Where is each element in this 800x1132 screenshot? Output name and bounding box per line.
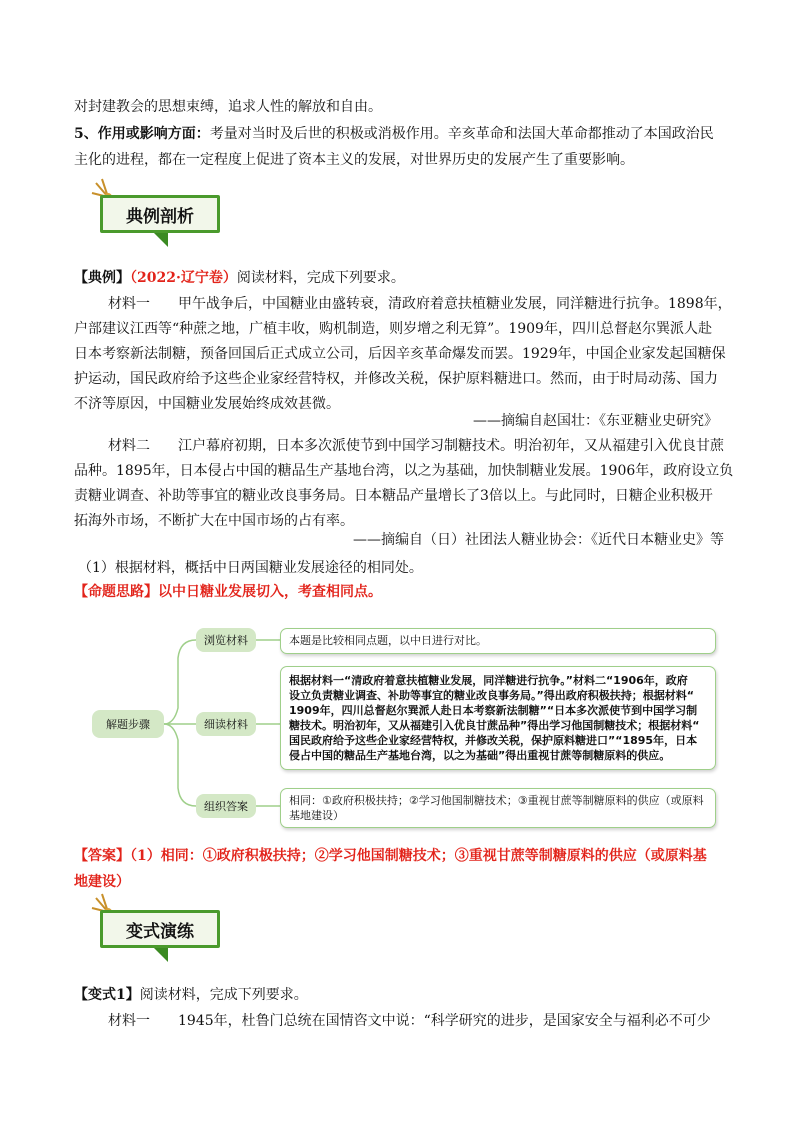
point5-label: 5、作用或影响方面： bbox=[74, 126, 210, 142]
question-1: （1）根据材料，概括中日两国糖业发展途径的相同处。 bbox=[78, 560, 423, 576]
answer-line-2: 地建设） bbox=[74, 874, 130, 890]
variant-material1: 材料一 1945年，杜鲁门总统在国情咨文中说：“科学研究的进步，是国家安全与福利必不可少 bbox=[108, 1013, 711, 1029]
step-content-line: 基地建设） bbox=[289, 809, 344, 822]
step-label: 细读材料 bbox=[196, 712, 256, 736]
variant-instruction: 阅读材料，完成下列要求。 bbox=[139, 987, 308, 1003]
step-content-line: 设立负责糖业调查、补助等事宜的糖业改良事务局。”得出政府积极扶持；根据材料“ bbox=[289, 689, 694, 702]
answer-line bbox=[74, 846, 707, 866]
variant-label: 【变式1】 bbox=[74, 987, 140, 1003]
material1-line: 户部建议江西等“种蔗之地，广植丰收，购机制造，则岁增之利无算”。1909年，四川总督赵尔巽派人赴 bbox=[74, 321, 712, 337]
material1-line: 材料一 甲午战争后，中国糖业由盛转衰，清政府着意扶植糖业发展，同洋糖进行抗争。1898年， bbox=[108, 296, 732, 312]
material2-line: 拓海外市场，不断扩大在中国市场的占有率。 bbox=[74, 513, 354, 529]
variant-header bbox=[74, 985, 308, 1005]
material1-line: 不济等原因，中国糖业发展始终成效甚微。 bbox=[74, 396, 340, 412]
question-idea bbox=[74, 582, 382, 602]
example-label: 【典例】 bbox=[74, 270, 130, 286]
step-label: 组织答案 bbox=[196, 794, 256, 818]
tag-fold bbox=[154, 233, 168, 247]
material1-source: ——摘编自赵国壮：《东亚糖业史研究》 bbox=[473, 413, 718, 429]
idea-text: 以中日糖业发展切入，考查相同点。 bbox=[158, 584, 382, 600]
section-heading-variant bbox=[100, 910, 230, 958]
step-content-line: 侵占中国的糖品生产基地台湾，以之为基础”得出重视甘蔗等制糖原料的供应。 bbox=[289, 749, 671, 762]
step-content-line: 根据材料一“清政府着意扶植糖业发展，同洋糖进行抗争。”材料二“1906年，政府 bbox=[289, 674, 688, 687]
step-label: 浏览材料 bbox=[196, 628, 256, 652]
step-content bbox=[280, 628, 716, 654]
step-content bbox=[280, 666, 716, 770]
step-content-line: 相同：①政府积极扶持；②学习他国制糖技术；③重视甘蔗等制糖原料的供应（或原料 bbox=[289, 794, 704, 807]
intro-line: 对封建教会的思想束缚，追求人性的解放和自由。 bbox=[74, 99, 382, 115]
section-title: 典例剖析 bbox=[100, 195, 220, 233]
material2-line: 责糖业调查、补助等事宜的糖业改良事务局。日本糖品产量增长了3倍以上。与此同时，日糖企业积极开 bbox=[74, 488, 713, 504]
step-content-line: 糖技术。明治初年，又从福建引入优良甘蔗品种”得出学习他国制糖技术；根据材料“ bbox=[289, 719, 700, 732]
point5-text: 考量对当时及后世的积极或消极作用。辛亥革命和法国大革命都推动了本国政治民 bbox=[209, 126, 714, 142]
point5-line-2: 主化的进程，都在一定程度上促进了资本主义的发展，对世界历史的发展产生了重要影响。 bbox=[74, 152, 634, 168]
material1-line: 护运动，国民政府给予这些企业家经营特权，并修改关税，保护原料糖进口。然而，由于时局动荡、国力 bbox=[74, 371, 718, 387]
step-content-line: 1909年，四川总督赵尔巽派人赴日本考察新法制糖”“日本多次派使节到中国学习制 bbox=[289, 704, 698, 717]
diagram-root: 解题步骤 bbox=[92, 710, 164, 738]
section-title: 变式演练 bbox=[100, 910, 220, 948]
material1-line: 日本考察新法制糖，预备回国后正式成立公司，后因辛亥革命爆发而罢。1929年，中国企业家发起国糖保 bbox=[74, 346, 726, 362]
section-heading-example bbox=[100, 195, 230, 243]
material2-line: 材料二 江户幕府初期，日本多次派使节到中国学习制糖技术。明治初年，又从福建引入优良甘蔗 bbox=[108, 438, 724, 454]
solution-steps-diagram bbox=[84, 618, 724, 838]
step-content-line: 国民政府给予这些企业家经营特权，并修改关税，保护原料糖进口”“1895年，日本 bbox=[289, 734, 698, 747]
step-content-text: 本题是比较相同点题，以中日进行对比。 bbox=[289, 634, 487, 647]
material2-source: ——摘编自（日）社团法人糖业协会：《近代日本糖业史》等 bbox=[353, 532, 724, 548]
step-content bbox=[280, 788, 716, 828]
answer-label: 【答案】 bbox=[74, 848, 130, 864]
point5-line bbox=[74, 124, 714, 144]
answer-text: （1）相同：①政府积极扶持；②学习他国制糖技术；③重视甘蔗等制糖原料的供应（或原料基 bbox=[130, 848, 707, 864]
tag-fold bbox=[154, 948, 168, 962]
material2-line: 品种。1895年，日本侵占中国的糖品生产基地台湾，以之为基础，加快制糖业发展。1906年，政府设立负 bbox=[74, 463, 734, 479]
example-instruction: 阅读材料，完成下列要求。 bbox=[236, 270, 405, 286]
example-source-tag: （2022·辽宁卷） bbox=[130, 270, 237, 286]
example-header bbox=[74, 268, 405, 288]
idea-label: 【命题思路】 bbox=[74, 584, 158, 600]
